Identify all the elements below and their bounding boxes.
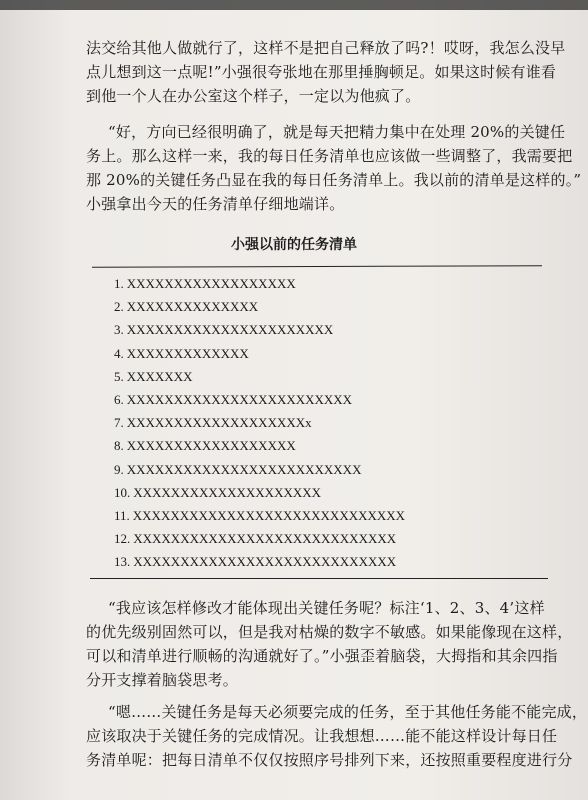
task-list <box>114 272 405 573</box>
list-item: 13. XXXXXXXXXXXXXXXXXXXXXXXXXXXX <box>114 554 397 570</box>
text-line: 那 20%的关键任务凸显在我的每日任务清单上。我以前的清单是这样的。” <box>86 171 582 189</box>
list-item: 6. XXXXXXXXXXXXXXXXXXXXXXXX <box>114 391 353 407</box>
list-item: 11. XXXXXXXXXXXXXXXXXXXXXXXXXXXXX <box>114 507 406 523</box>
text-line: 务上。那么这样一来，我的每日任务清单也应该做一些调整了，我需要把 <box>86 147 573 165</box>
text-line: 的优先级别固然可以，但是我对枯燥的数字不敏感。如果能像现在这样， <box>86 623 573 641</box>
page-top-edge <box>0 0 588 10</box>
text-line: 可以和清单进行顺畅的沟通就好了。”小强歪着脑袋，大拇指和其余四指 <box>86 647 558 665</box>
list-bottom-rule <box>90 578 548 579</box>
text-line: 务清单呢：把每日清单不仅仅按照序号排列下来，还按照重要程度进行分 <box>86 751 573 769</box>
list-item: 10. XXXXXXXXXXXXXXXXXXXX <box>114 484 322 500</box>
list-item: 8. XXXXXXXXXXXXXXXXXX <box>114 438 296 454</box>
text-line: 小强拿出今天的任务清单仔细地端详。 <box>86 195 345 213</box>
text-line: “嗯……关键任务是每天必须要完成的任务，至于其他任务能不能完成， <box>108 703 588 721</box>
text-line: 点儿想到这一点呢!”小强很夸张地在那里捶胸顿足。如果这时候有谁看 <box>86 63 557 81</box>
text-line: 法交给其他人做就行了，这样不是把自己释放了吗?！哎呀，我怎么没早 <box>86 39 566 57</box>
text-line: “我应该怎样修改才能体现出关键任务呢？标注‘1、2、3、4’这样 <box>108 599 545 617</box>
list-title: 小强以前的任务清单 <box>231 237 357 253</box>
list-item: 4. XXXXXXXXXXXXX <box>114 345 249 361</box>
text-line: 到他一个人在办公室这个样子，一定以为他疯了。 <box>86 87 421 105</box>
list-item: 5. XXXXXXX <box>114 368 193 384</box>
list-item: 9. XXXXXXXXXXXXXXXXXXXXXXXXX <box>114 461 362 477</box>
text-line: “好，方向已经很明确了，就是每天把精力集中在处理 20%的关键任 <box>108 123 566 141</box>
text-line: 分开支撑着脑袋思考。 <box>86 671 239 689</box>
list-item: 3. XXXXXXXXXXXXXXXXXXXXXX <box>114 322 334 338</box>
paragraph-1 <box>86 36 564 108</box>
list-item: 12. XXXXXXXXXXXXXXXXXXXXXXXXXXXX <box>114 531 397 547</box>
paragraph-3 <box>86 596 573 692</box>
list-item: 2. XXXXXXXXXXXXXX <box>114 299 259 315</box>
paragraph-2 <box>86 120 582 216</box>
list-item: 7. XXXXXXXXXXXXXXXXXXXx <box>114 415 312 431</box>
list-item: 1. XXXXXXXXXXXXXXXXXX <box>114 276 296 291</box>
paragraph-4 <box>86 700 588 772</box>
list-top-rule <box>92 265 542 268</box>
text-line: 应该取决于关键任务的完成情况。让我想想……能不能这样设计每日任 <box>86 727 558 745</box>
